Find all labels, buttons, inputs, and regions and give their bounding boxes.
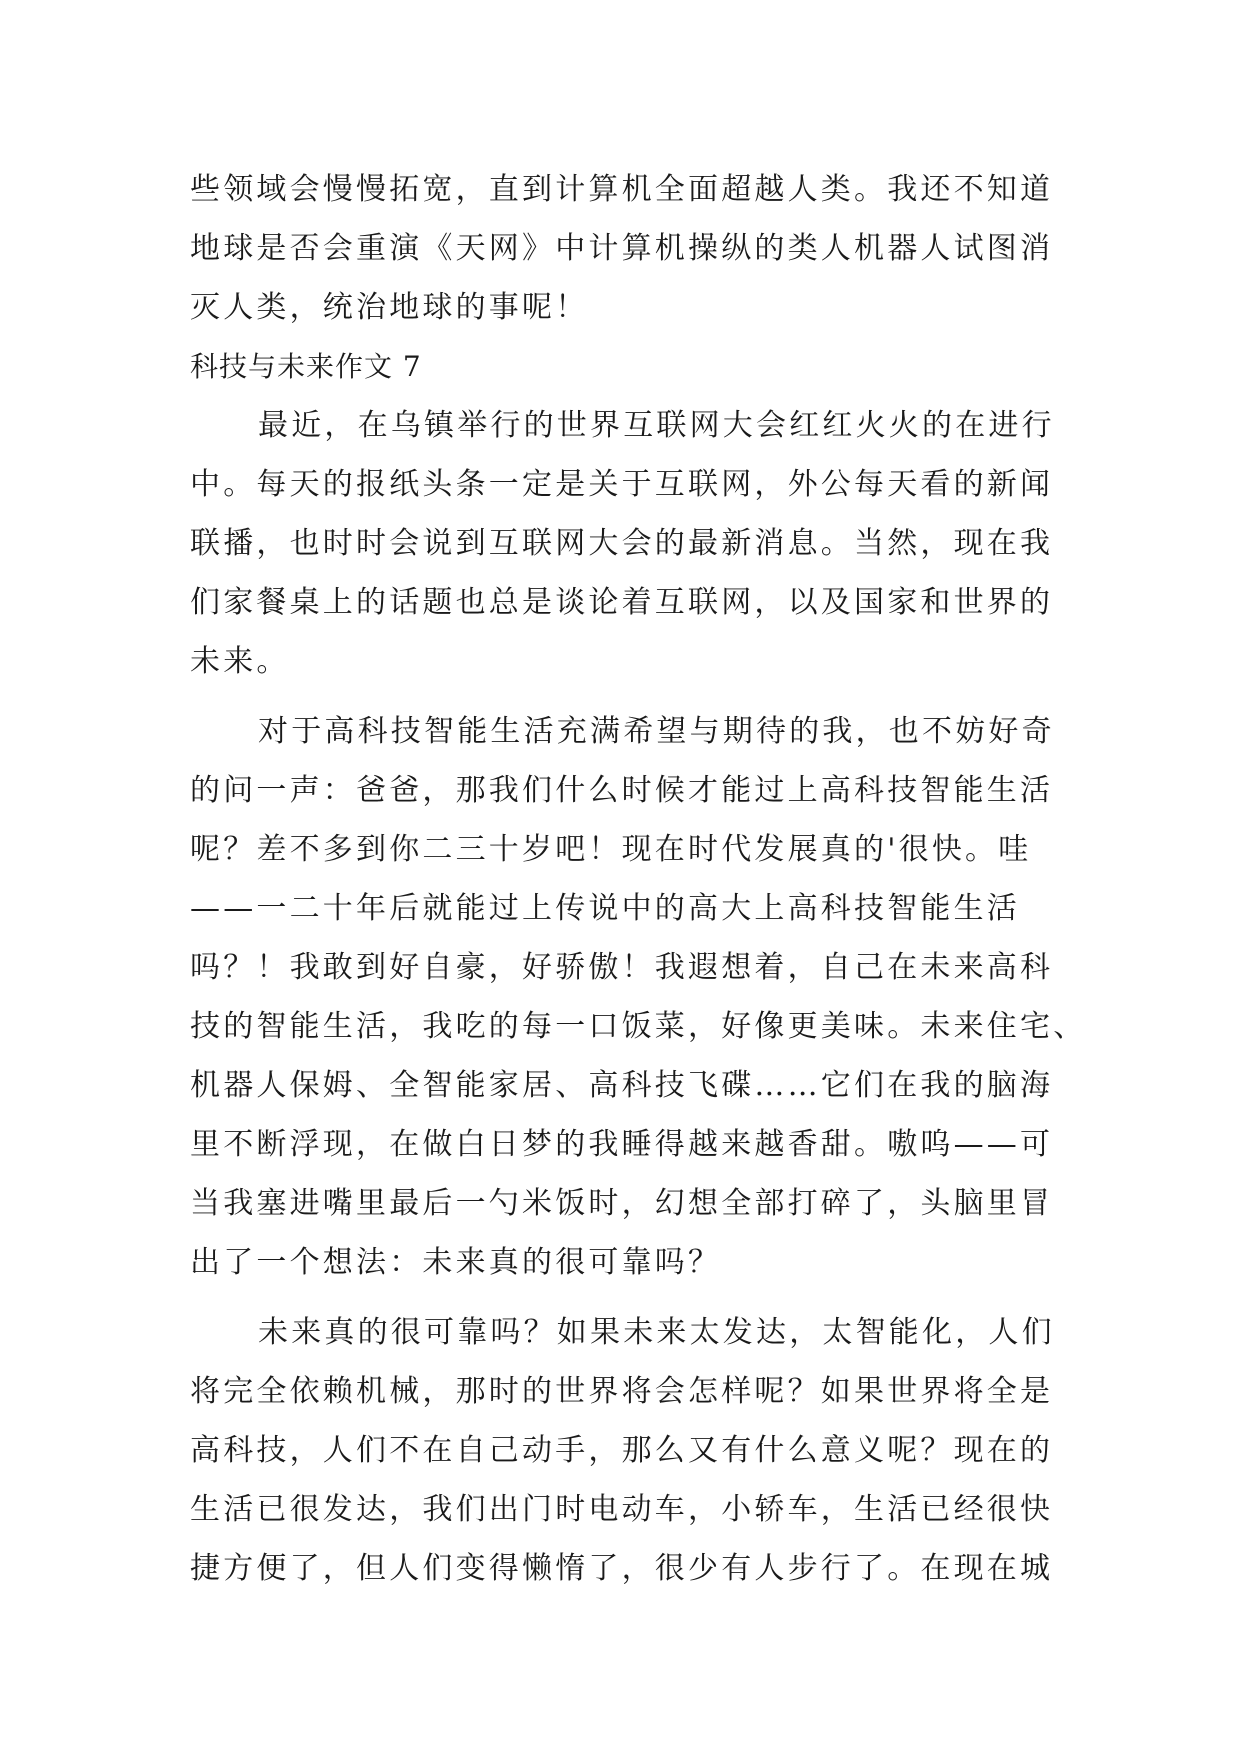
text-line: 技的智能生活，我吃的每一口饭菜，好像更美味。未来住宅、 bbox=[190, 1009, 1087, 1044]
paragraph-3 bbox=[190, 1303, 1055, 1598]
text-line: 联播，也时时会说到互联网大会的最新消息。当然，现在我 bbox=[190, 526, 1054, 561]
text-line: ——一二十年后就能过上传说中的高大上高科技智能生活 bbox=[190, 891, 1020, 926]
paragraph-1 bbox=[190, 396, 1055, 691]
text-line: 里不断浮现，在做白日梦的我睡得越来越香甜。嗷呜——可 bbox=[190, 1127, 1054, 1162]
text-line: 当我塞进嘴里最后一勺米饭时，幻想全部打碎了，头脑里冒 bbox=[190, 1186, 1054, 1221]
text-line: 未来真的很可靠吗？如果未来太发达，太智能化，人们 bbox=[258, 1315, 1055, 1350]
text-line: 出了一个想法：未来真的很可靠吗？ bbox=[190, 1245, 722, 1280]
text-line: 些领域会慢慢拓宽，直到计算机全面超越人类。我还不知道 bbox=[190, 172, 1054, 207]
text-line: 中。每天的报纸头条一定是关于互联网，外公每天看的新闻 bbox=[190, 467, 1054, 502]
text-line: 对于高科技智能生活充满希望与期待的我，也不妨好奇 bbox=[258, 714, 1055, 749]
text-line: 的问一声：爸爸，那我们什么时候才能过上高科技智能生活 bbox=[190, 773, 1054, 808]
text-line: 未来。 bbox=[190, 644, 290, 679]
text-line: 机器人保姆、全智能家居、高科技飞碟……它们在我的脑海 bbox=[190, 1068, 1054, 1103]
text-line: 捷方便了，但人们变得懒惰了，很少有人步行了。在现在城 bbox=[190, 1551, 1054, 1586]
text-line: 高科技，人们不在自己动手，那么又有什么意义呢？现在的 bbox=[190, 1433, 1054, 1468]
text-line: 呢？差不多到你二三十岁吧！现在时代发展真的'很快。哇 bbox=[190, 832, 1032, 867]
text-line: 们家餐桌上的话题也总是谈论着互联网，以及国家和世界的 bbox=[190, 585, 1054, 620]
section-heading: 科技与未来作文 7 bbox=[190, 350, 422, 383]
text-line: 生活已很发达，我们出门时电动车，小轿车，生活已经很快 bbox=[190, 1492, 1054, 1527]
text-line: 灭人类，统治地球的事呢！ bbox=[190, 290, 589, 325]
document-body bbox=[190, 160, 1087, 1598]
text-line: 最近，在乌镇举行的世界互联网大会红红火火的在进行 bbox=[258, 408, 1055, 443]
text-line: 将完全依赖机械，那时的世界将会怎样呢？如果世界将全是 bbox=[190, 1374, 1054, 1409]
continued-paragraph bbox=[190, 160, 1055, 337]
paragraph-2 bbox=[190, 702, 1087, 1292]
text-line: 吗？！我敢到好自豪，好骄傲！我遐想着，自己在未来高科 bbox=[190, 950, 1054, 985]
text-line: 地球是否会重演《天网》中计算机操纵的类人机器人试图消 bbox=[190, 231, 1054, 266]
